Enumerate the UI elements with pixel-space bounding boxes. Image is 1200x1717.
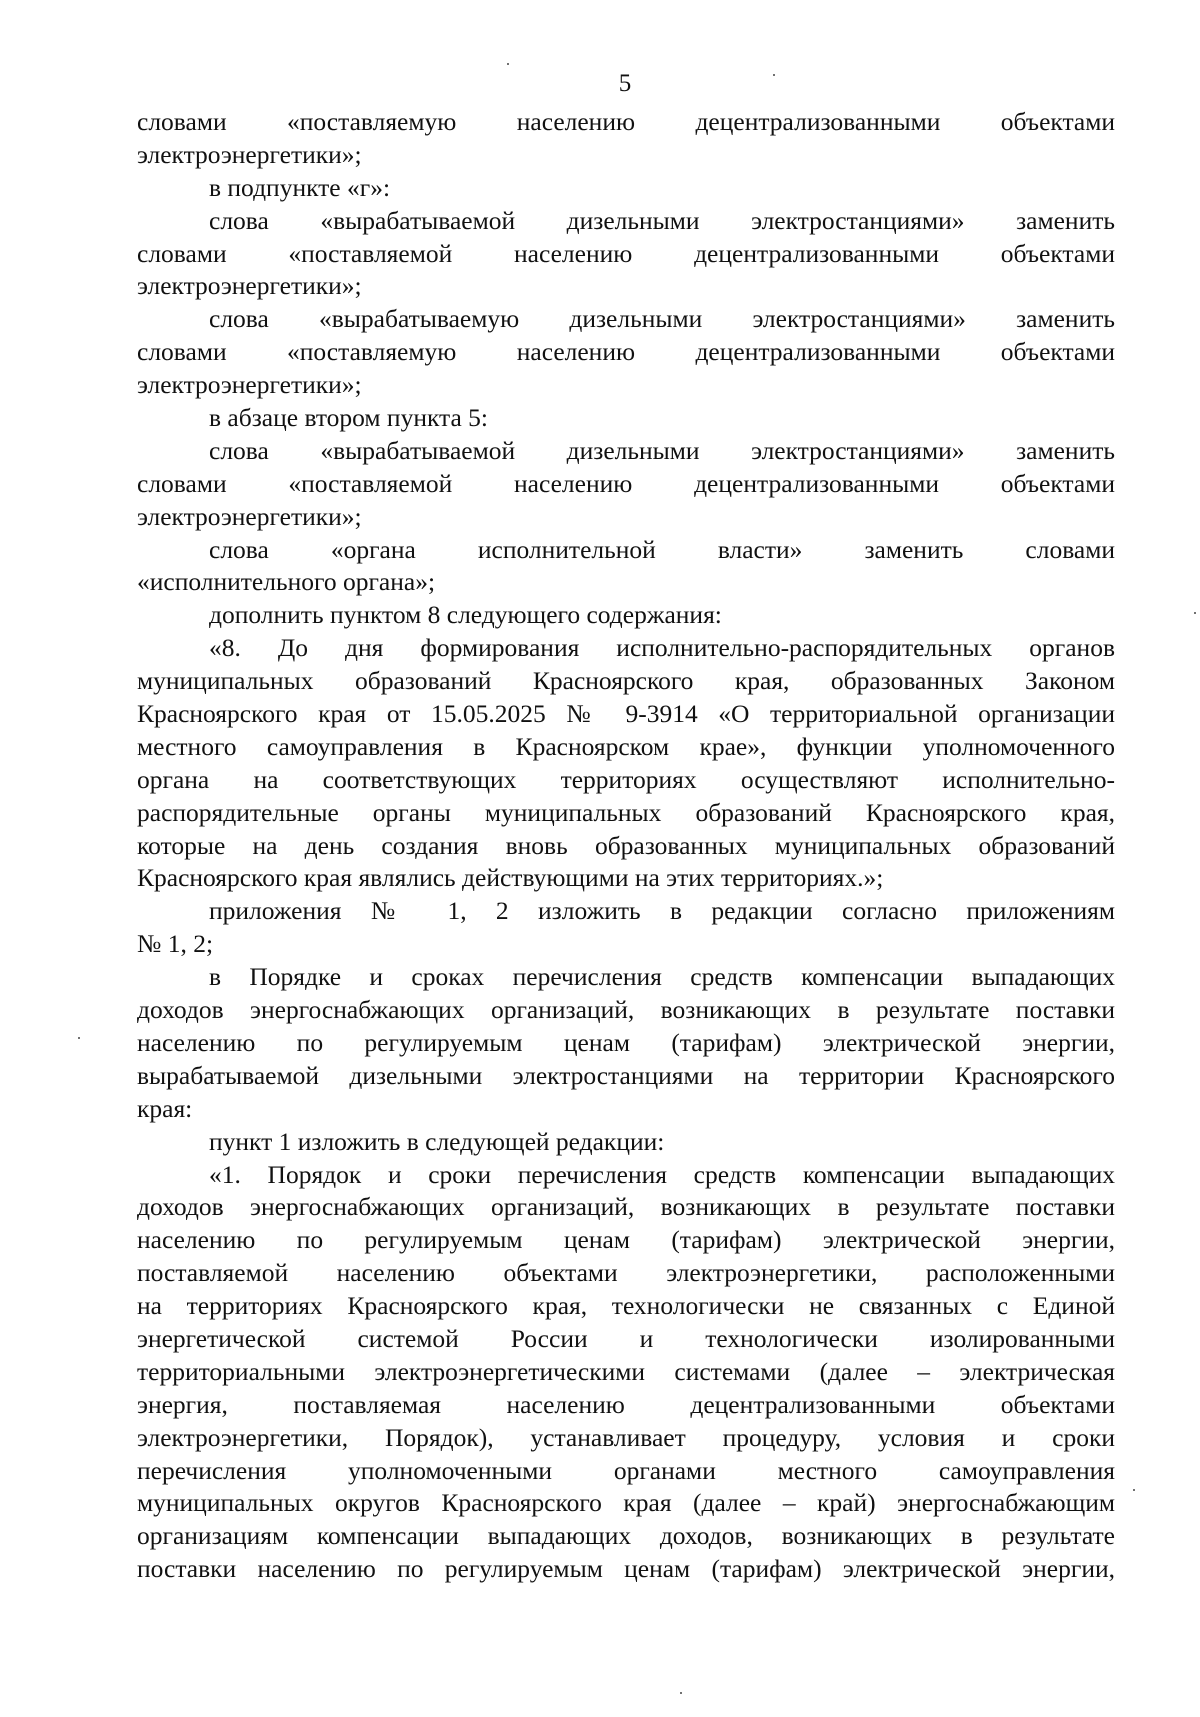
text-line: электроэнергетики»; bbox=[137, 271, 362, 301]
document-body bbox=[137, 106, 1115, 1586]
text-line: которые на день создания вновь образованных муниципальных образований bbox=[137, 830, 1115, 860]
text-line: слова «органа исполнительной власти» заменить словами bbox=[209, 534, 1115, 564]
text-line: слова «вырабатываемой дизельными электростанциями» заменить bbox=[209, 205, 1115, 235]
text-line: словами «поставляемой населению децентрализованными объектами bbox=[137, 238, 1115, 268]
text-line: края: bbox=[137, 1093, 193, 1123]
text-line: муниципальных образований Красноярского края, образованных Законом bbox=[137, 666, 1115, 696]
text-line: в подпункте «г»: bbox=[209, 172, 391, 202]
text-line: электроэнергетики»; bbox=[137, 501, 362, 531]
text-line: дополнить пунктом 8 следующего содержания: bbox=[209, 600, 722, 630]
text-line: доходов энергоснабжающих организаций, возникающих в результате поставки bbox=[137, 995, 1115, 1025]
text-line: № 1, 2; bbox=[137, 929, 214, 959]
text-line: словами «поставляемой населению децентрализованными объектами bbox=[137, 468, 1115, 498]
text-line: электроэнергетики»; bbox=[137, 370, 362, 400]
text-line: вырабатываемой дизельными электростанциями на территории Красноярского bbox=[137, 1060, 1115, 1090]
scan-speck bbox=[773, 74, 775, 76]
text-line: территориальными электроэнергетическими системами (далее – электрическая bbox=[137, 1356, 1115, 1386]
scan-speck bbox=[680, 1692, 682, 1694]
text-line: пункт 1 изложить в следующей редакции: bbox=[209, 1126, 665, 1156]
text-line: в абзаце втором пункта 5: bbox=[209, 403, 489, 433]
text-line: «8. До дня формирования исполнительно-распорядительных органов bbox=[209, 633, 1115, 663]
text-line: слова «вырабатываемую дизельными электростанциями» заменить bbox=[209, 304, 1115, 334]
text-line: «1. Порядок и сроки перечисления средств компенсации выпадающих bbox=[209, 1159, 1115, 1189]
text-line: поставляемой населению объектами электроэнергетики, расположенными bbox=[137, 1258, 1115, 1288]
text-line: энергия, поставляемая населению децентрализованными объектами bbox=[137, 1389, 1115, 1419]
page-number: 5 bbox=[618, 70, 632, 97]
text-line: местного самоуправления в Красноярском крае», функции уполномоченного bbox=[137, 731, 1115, 761]
text-line: энергетической системой России и технологически изолированными bbox=[137, 1323, 1115, 1353]
text-line: на территориях Красноярского края, технологически не связанных с Единой bbox=[137, 1291, 1115, 1321]
text-line: распорядительные органы муниципальных образований Красноярского края, bbox=[137, 797, 1115, 827]
text-line: муниципальных округов Красноярского края (далее – край) энергоснабжающим bbox=[137, 1488, 1115, 1518]
text-line: приложения № 1, 2 изложить в редакции согласно приложениям bbox=[209, 896, 1115, 926]
scan-speck bbox=[1194, 612, 1196, 614]
text-line: «исполнительного органа»; bbox=[137, 567, 436, 597]
text-line: Красноярского края являлись действующими на этих территориях.»; bbox=[137, 863, 884, 893]
text-line: перечисления уполномоченными органами местного самоуправления bbox=[137, 1455, 1115, 1485]
text-line: электроэнергетики, Порядок), устанавливает процедуру, условия и сроки bbox=[137, 1422, 1115, 1452]
text-line: населению по регулируемым ценам (тарифам) электрической энергии, bbox=[137, 1225, 1115, 1255]
text-line: словами «поставляемую населению децентрализованными объектами bbox=[137, 337, 1115, 367]
text-line: организациям компенсации выпадающих доходов, возникающих в результате bbox=[137, 1521, 1115, 1551]
text-line: электроэнергетики»; bbox=[137, 139, 362, 169]
scan-speck bbox=[78, 1037, 80, 1039]
text-line: органа на соответствующих территориях осуществляют исполнительно- bbox=[137, 764, 1115, 794]
text-line: в Порядке и сроках перечисления средств компенсации выпадающих bbox=[209, 962, 1115, 992]
scan-speck bbox=[507, 63, 509, 65]
text-line: доходов энергоснабжающих организаций, возникающих в результате поставки bbox=[137, 1192, 1115, 1222]
scan-speck bbox=[1133, 1489, 1135, 1491]
text-line: Красноярского края от 15.05.2025 № 9-3914 «О территориальной организации bbox=[137, 699, 1115, 729]
text-line: слова «вырабатываемой дизельными электростанциями» заменить bbox=[209, 435, 1115, 465]
text-line: поставки населению по регулируемым ценам (тарифам) электрической энергии, bbox=[137, 1554, 1115, 1584]
text-line: словами «поставляемую населению децентрализованными объектами bbox=[137, 107, 1115, 136]
text-line: населению по регулируемым ценам (тарифам) электрической энергии, bbox=[137, 1027, 1115, 1057]
